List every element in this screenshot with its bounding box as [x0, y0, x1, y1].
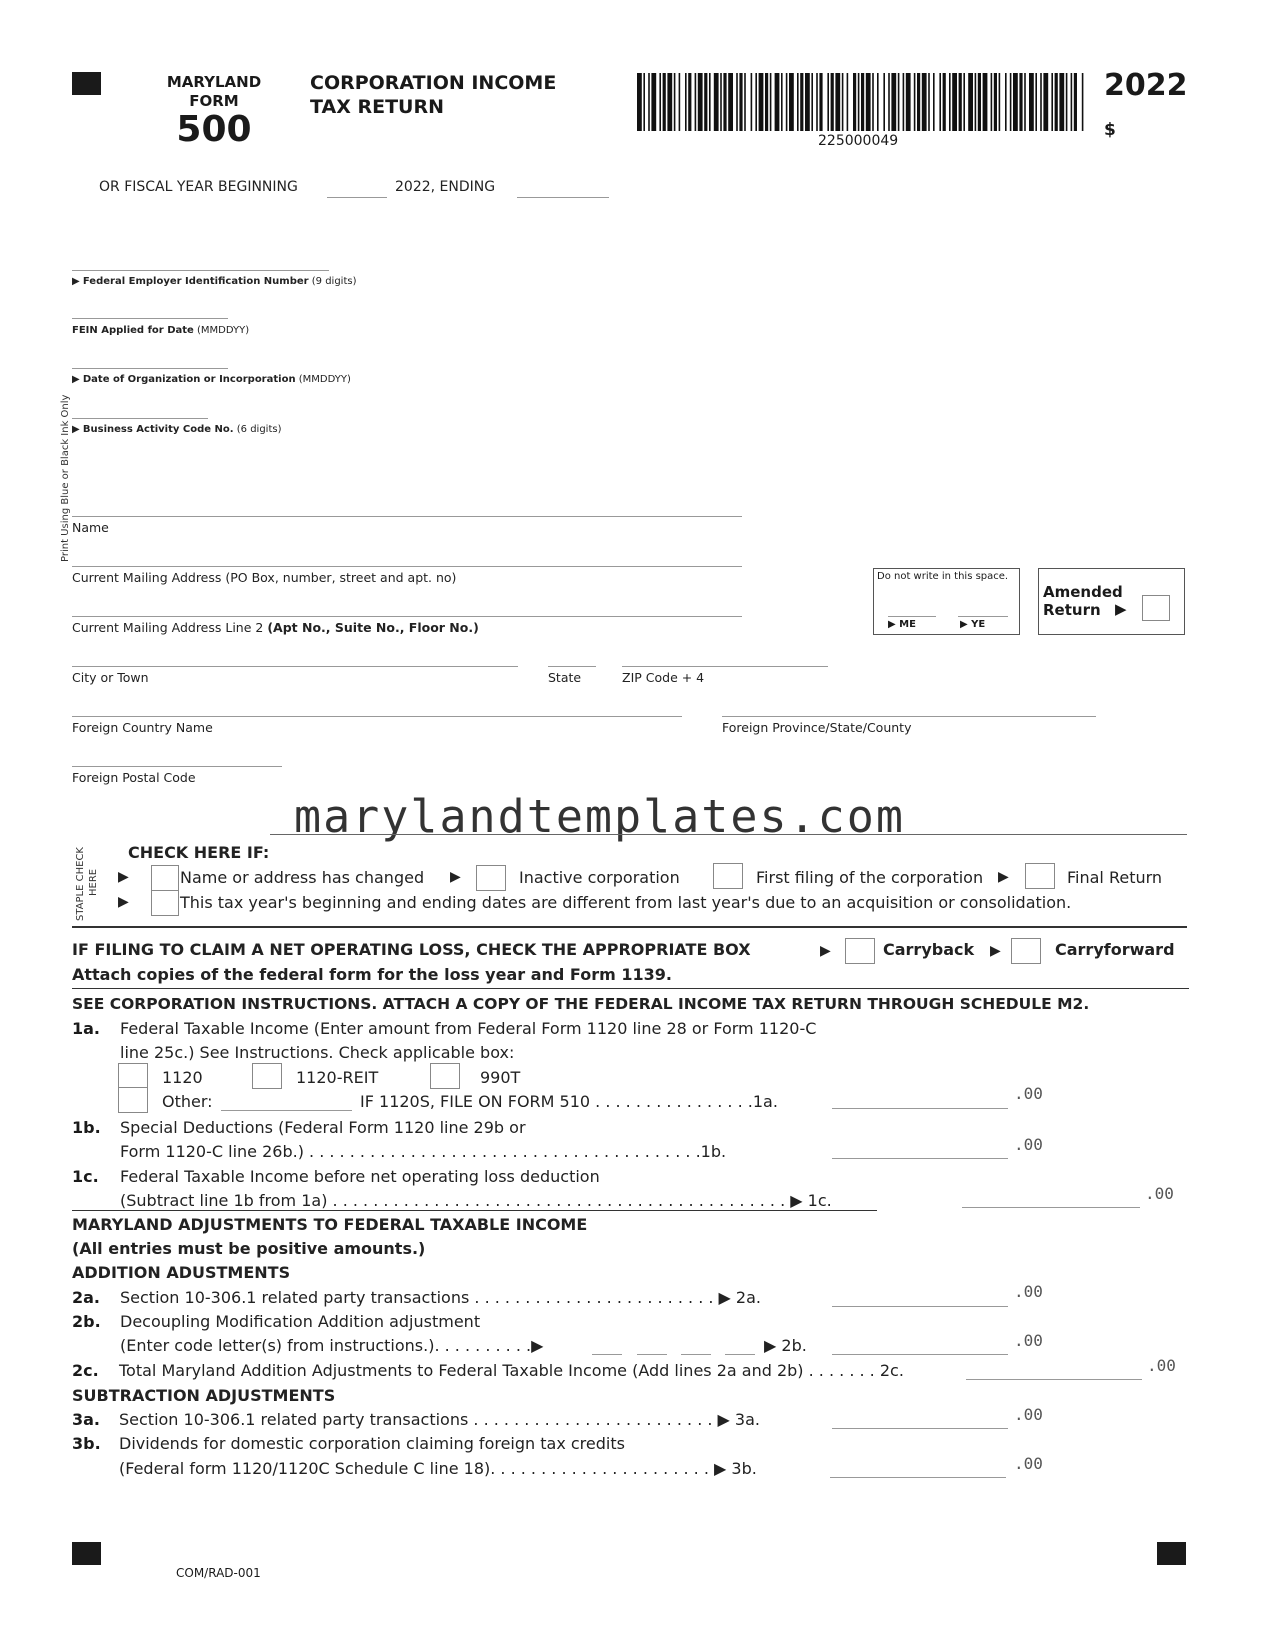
final-return-label: Final Return	[1067, 868, 1163, 887]
line-2a-amount[interactable]	[832, 1306, 1008, 1307]
mailing-address-2-label: Current Mailing Address Line 2 (Apt No., Suite No., Floor No.)	[72, 620, 479, 635]
arrow: ▶	[118, 869, 129, 885]
state-label: State	[548, 670, 582, 685]
line-2c-number: 2c.	[72, 1361, 99, 1380]
line-1a-amount[interactable]	[832, 1108, 1008, 1109]
md-adjustments-heading: MARYLAND ADJUSTMENTS TO FEDERAL TAXABLE INCOME	[72, 1215, 588, 1234]
fiscal-year-ending-label: 2022, ENDING	[395, 179, 496, 195]
registration-mark-top-left	[72, 72, 101, 95]
line-1c-amount[interactable]	[962, 1207, 1140, 1208]
form-title-line1: CORPORATION INCOME	[310, 72, 557, 94]
first-filing-label: First filing of the corporation	[756, 868, 984, 887]
line-3a-text: Section 10-306.1 related party transactions . . . . . . . . . . . . . . . . . . . . . . . . ▶ 3a.	[119, 1410, 760, 1429]
office-use-box	[873, 568, 1020, 635]
line-1b-text2: Form 1120-C line 26b.) . . . . . . . . . . . . . . . . . . . . . . . . . . . . . . . . . . . . . . .1b.	[120, 1142, 727, 1161]
line-1c-number: 1c.	[72, 1167, 99, 1186]
barcode-number: 225000049	[818, 133, 899, 149]
line-1a-text2: line 25c.) See Instructions. Check applicable box:	[120, 1043, 515, 1062]
line-3b-number: 3b.	[72, 1434, 101, 1453]
line-3a-cents: .00	[1014, 1405, 1043, 1424]
staple-check-label-line2: HERE	[88, 868, 99, 896]
org-date-label: ▶ Date of Organization or Incorporation (MMDDYY)	[72, 374, 351, 385]
amended-return-box	[1038, 568, 1185, 635]
line-1c-text1: Federal Taxable Income before net operating loss deduction	[120, 1167, 600, 1186]
line-2b-text2: (Enter code letter(s) from instructions.). . . . . . . . . .▶	[120, 1336, 544, 1355]
line-2a-text: Section 10-306.1 related party transactions . . . . . . . . . . . . . . . . . . . . . . . . ▶ 2a.	[120, 1288, 761, 1307]
city-label: City or Town	[72, 670, 149, 685]
nol-attach-note: Attach copies of the federal form for the loss year and Form 1139.	[72, 965, 672, 984]
arrow: ▶	[990, 943, 1001, 959]
fein-field[interactable]	[72, 270, 329, 271]
dates-different-checkbox[interactable]	[151, 890, 179, 916]
line-1a-text1: Federal Taxable Income (Enter amount from Federal Form 1120 line 28 or Form 1120-C	[120, 1019, 817, 1038]
registration-mark-bottom-left	[72, 1542, 101, 1565]
line-2b-text1: Decoupling Modification Addition adjustment	[120, 1312, 481, 1331]
name-changed-label: Name or address has changed	[180, 868, 425, 887]
foreign-country-field[interactable]	[72, 716, 682, 717]
carryback-checkbox[interactable]	[845, 938, 875, 964]
code-letter-field-2[interactable]	[637, 1354, 667, 1355]
form-number: 500	[176, 109, 252, 150]
office-use-note: Do not write in this space.	[877, 571, 1009, 582]
line-2a-number: 2a.	[72, 1288, 101, 1307]
md-adjustments-subheading: (All entries must be positive amounts.)	[72, 1239, 426, 1258]
fiscal-year-beginning-field[interactable]	[327, 197, 387, 198]
fein-label: ▶ Federal Employer Identification Number (9 digits)	[72, 276, 357, 287]
line-1a-text3: IF 1120S, FILE ON FORM 510 . . . . . . . . . . . . . . . .1a.	[360, 1092, 778, 1111]
form-990t-checkbox[interactable]	[430, 1063, 460, 1089]
nol-heading: IF FILING TO CLAIM A NET OPERATING LOSS, CHECK THE APPROPRIATE BOX	[72, 940, 751, 959]
final-return-checkbox[interactable]	[1025, 863, 1055, 889]
ye-label: ▶ YE	[960, 619, 986, 630]
fein-applied-label: FEIN Applied for Date (MMDDYY)	[72, 325, 250, 336]
watermark: marylandtemplates.com	[294, 790, 905, 843]
line-1b-number: 1b.	[72, 1118, 101, 1137]
state-name: MARYLAND	[166, 73, 262, 91]
name-changed-checkbox[interactable]	[151, 865, 179, 891]
addition-adjustments-heading: ADDITION ADUSTMENTS	[72, 1263, 291, 1282]
mailing-address-2-field[interactable]	[72, 616, 742, 617]
state-field[interactable]	[548, 666, 596, 667]
line-3a-number: 3a.	[72, 1410, 101, 1429]
carryforward-checkbox[interactable]	[1011, 938, 1041, 964]
carryforward-label: Carryforward	[1055, 940, 1175, 959]
line-3b-text2: (Federal form 1120/1120C Schedule C line 18). . . . . . . . . . . . . . . . . . . . . . ▶ 3b.	[119, 1459, 757, 1478]
form-word: FORM	[189, 92, 239, 110]
ye-field	[958, 616, 1008, 617]
me-label: ▶ ME	[888, 619, 916, 630]
section-rule	[72, 988, 1189, 989]
other-form-label: Other:	[162, 1092, 213, 1111]
line-1b-amount[interactable]	[832, 1158, 1008, 1159]
amended-arrow: ▶	[1115, 600, 1127, 618]
registration-mark-bottom-right	[1157, 1542, 1186, 1565]
line-3b-amount[interactable]	[830, 1477, 1006, 1478]
subtraction-adjustments-heading: SUBTRACTION ADJUSTMENTS	[72, 1386, 336, 1405]
org-date-field[interactable]	[72, 368, 228, 369]
form-1120-label: 1120	[162, 1068, 203, 1087]
arrow: ▶	[820, 943, 831, 959]
carryback-label: Carryback	[883, 940, 975, 959]
activity-code-field[interactable]	[72, 418, 208, 419]
instructions-heading: SEE CORPORATION INSTRUCTIONS. ATTACH A COPY OF THE FEDERAL INCOME TAX RETURN THROUGH SCHEDULE M2.	[72, 995, 1090, 1013]
line-2c-text: Total Maryland Addition Adjustments to Federal Taxable Income (Add lines 2a and 2b) . . . . . . . 2c.	[119, 1361, 904, 1380]
line-2a-cents: .00	[1014, 1282, 1043, 1301]
form-title-line2: TAX RETURN	[310, 96, 444, 118]
line-1a-cents: .00	[1014, 1084, 1043, 1103]
foreign-postal-label: Foreign Postal Code	[72, 770, 196, 785]
check-here-heading: CHECK HERE IF:	[128, 843, 270, 862]
inactive-checkbox[interactable]	[476, 865, 506, 891]
first-filing-checkbox[interactable]	[713, 863, 743, 889]
dates-different-label: This tax year's beginning and ending dates are different from last year's due to an acquisition or consolidation.	[180, 893, 1072, 912]
me-field	[888, 616, 936, 617]
line-2c-amount[interactable]	[966, 1379, 1142, 1380]
foreign-postal-field[interactable]	[72, 766, 282, 767]
line-1c-underline	[72, 1210, 877, 1211]
other-form-field[interactable]	[221, 1110, 352, 1111]
watermark-rule	[270, 834, 1187, 835]
form-1120-checkbox[interactable]	[118, 1063, 148, 1089]
form-990t-label: 990T	[480, 1068, 521, 1087]
other-form-checkbox[interactable]	[118, 1087, 148, 1113]
line-1b-cents: .00	[1014, 1135, 1043, 1154]
form-1120-reit-label: 1120-REIT	[296, 1068, 379, 1087]
amended-label-line1: Amended	[1043, 583, 1123, 601]
fein-applied-field[interactable]	[72, 318, 228, 319]
line-2b-amount[interactable]	[832, 1354, 1008, 1355]
dollar-sign: $	[1104, 120, 1116, 140]
form-1120-reit-checkbox[interactable]	[252, 1063, 282, 1089]
arrow: ▶	[118, 894, 129, 910]
amended-return-checkbox[interactable]	[1142, 595, 1170, 621]
foreign-country-label: Foreign Country Name	[72, 720, 213, 735]
line-3b-text1: Dividends for domestic corporation claiming foreign tax credits	[119, 1434, 625, 1453]
ink-note: Print Using Blue or Black Ink Only	[60, 394, 71, 562]
mailing-address-field[interactable]	[72, 566, 742, 567]
line-3a-amount[interactable]	[832, 1428, 1008, 1429]
arrow: ▶	[450, 869, 461, 885]
zip-field[interactable]	[622, 666, 828, 667]
mailing-address-label: Current Mailing Address (PO Box, number, street and apt. no)	[72, 570, 457, 585]
line-1a-number: 1a.	[72, 1019, 101, 1038]
name-field[interactable]	[72, 516, 742, 517]
activity-code-label: ▶ Business Activity Code No. (6 digits)	[72, 424, 282, 435]
line-2c-cents: .00	[1147, 1356, 1176, 1375]
foreign-province-field[interactable]	[722, 716, 1096, 717]
line-1c-text2: (Subtract line 1b from 1a) . . . . . . . . . . . . . . . . . . . . . . . . . . . . . . . . . . . . . . . . . . . . . ▶ 1c.	[120, 1191, 832, 1210]
line-2b-label: ▶ 2b.	[764, 1336, 807, 1355]
city-field[interactable]	[72, 666, 518, 667]
zip-label: ZIP Code + 4	[622, 670, 705, 685]
line-1c-cents: .00	[1145, 1184, 1174, 1203]
line-3b-cents: .00	[1014, 1454, 1043, 1473]
fiscal-year-beginning-label: OR FISCAL YEAR BEGINNING	[99, 179, 298, 195]
amended-label-line2: Return	[1043, 601, 1101, 619]
inactive-label: Inactive corporation	[519, 868, 680, 887]
line-2b-number: 2b.	[72, 1312, 101, 1331]
section-rule	[72, 926, 1187, 928]
line-2b-cents: .00	[1014, 1331, 1043, 1350]
staple-check-label-line1: STAPLE CHECK	[75, 847, 86, 921]
barcode	[637, 73, 1085, 131]
foreign-province-label: Foreign Province/State/County	[722, 720, 912, 735]
line-1b-text1: Special Deductions (Federal Form 1120 line 29b or	[120, 1118, 526, 1137]
arrow: ▶	[998, 869, 1009, 885]
code-letter-field-1[interactable]	[592, 1354, 622, 1355]
tax-year: 2022	[1104, 68, 1188, 103]
form-code: COM/RAD-001	[176, 1566, 261, 1580]
code-letter-field-3[interactable]	[681, 1354, 711, 1355]
fiscal-year-ending-field[interactable]	[517, 197, 609, 198]
code-letter-field-4[interactable]	[725, 1354, 755, 1355]
name-label: Name	[72, 520, 109, 535]
